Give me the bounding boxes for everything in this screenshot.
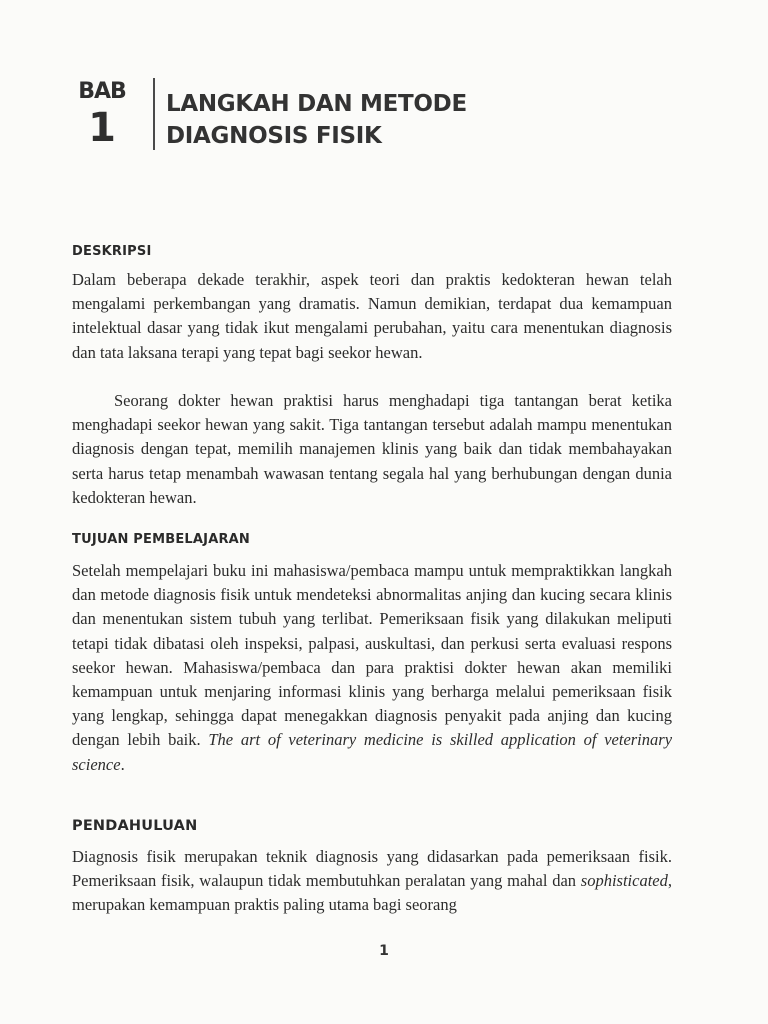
pendahuluan-paragraph — [72, 845, 672, 918]
pendahuluan-text-end: , merupakan kemampuan praktis paling utama bagi seorang — [72, 871, 672, 915]
chapter-number: 1 — [88, 105, 116, 151]
chapter-divider — [153, 78, 155, 150]
tujuan-italic-quote: The art of veterinary medicine is skilled application of veterinary science — [72, 730, 673, 774]
tujuan-text: Setelah mempelajari buku ini mahasiswa/pembaca mampu untuk mempraktikkan langkah dan metode diagnosis fisik untuk mendeteksi abnormalitas anjing dan kucing secara klinis dan menentukan sistem tubuh yang terlibat. Pemeriksaan fisik yang dilakukan meliputi tetapi tidak dibatasi oleh inspeksi, palpasi, auskultasi, dan perkusi serta evaluasi respons seekor hewan. Mahasiswa/pembaca dan para praktisi dokter hewan akan memiliki kemampuan untuk menjaring informasi klinis yang berharga melalui pemeriksaan fisik yang lengkap, sehingga dapat menegakkan diagnosis penyakit pada anjing dan kucing dengan lebih baik. — [72, 561, 672, 750]
pendahuluan-text-start: Diagnosis fisik merupakan teknik diagnosis yang didasarkan pada pemeriksaan fisik. Pemeriksaan fisik, walaupun tidak membutuhkan peralatan yang mahal dan — [72, 847, 672, 891]
section-heading-pendahuluan: PENDAHULUAN — [72, 818, 198, 834]
deskripsi-paragraph-2: Seorang dokter hewan praktisi harus menghadapi tiga tantangan berat ketika menghadapi seekor hewan yang sakit. Tiga tantangan tersebut adalah mampu menentukan diagnosis dengan tepat, memilih manajemen klinis yang baik dan tidak membahayakan serta harus tetap menambah wawasan tentang segala hal yang berhubungan dengan dunia kedokteran hewan. — [72, 391, 672, 507]
section-heading-deskripsi: DESKRIPSI — [72, 244, 152, 259]
tujuan-period: . — [120, 754, 125, 774]
pendahuluan-italic-term: sophisticated — [580, 871, 668, 891]
chapter-title-line1: LANGKAH DAN METODE — [166, 91, 467, 117]
tujuan-paragraph — [72, 559, 672, 777]
chapter-label-text: BAB — [78, 79, 126, 104]
chapter-title-line2: DIAGNOSIS FISIK — [166, 123, 382, 149]
chapter-label — [78, 80, 126, 150]
section-heading-tujuan: TUJUAN PEMBELAJARAN — [72, 532, 251, 547]
page-number: 1 — [379, 943, 389, 959]
chapter-title — [166, 88, 467, 152]
deskripsi-paragraph-1: Dalam beberapa dekade terakhir, aspek teori dan praktis kedokteran hewan telah mengalami perkembangan yang dramatis. Namun demikian, terdapat dua kemampuan intelektual dasar yang tidak ikut mengalami perubahan, yaitu cara menentukan diagnosis dan tata laksana terapi yang tepat bagi seekor hewan. — [72, 270, 672, 362]
